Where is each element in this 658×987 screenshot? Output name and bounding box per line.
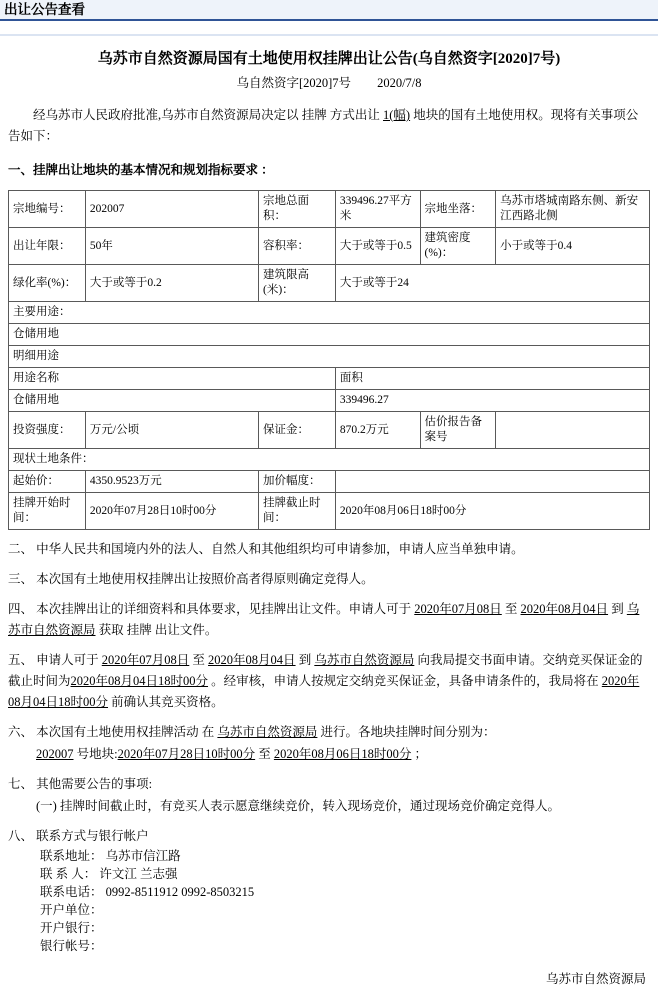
document-body bbox=[0, 47, 658, 987]
contact-account-number: 银行帐号： bbox=[40, 939, 103, 953]
text-run: 向我局提交书面申请。交纳竞买保证金的截止时间为 bbox=[8, 653, 643, 688]
doc-date: 2020/7/8 bbox=[377, 76, 422, 90]
contact-address: 联系地址： 乌苏市信江路 bbox=[40, 849, 181, 863]
table-row bbox=[9, 346, 650, 368]
height-limit-label: 建筑限高(米)： bbox=[258, 265, 335, 302]
parcel-info-table bbox=[8, 190, 650, 530]
investment-intensity-value: 万元/公顷 bbox=[85, 412, 258, 449]
table-row bbox=[9, 324, 650, 346]
parcel-location-value: 乌苏市塔城南路东侧、新安江西路北侧 bbox=[496, 191, 650, 228]
transfer-term-value: 50年 bbox=[85, 228, 258, 265]
text-run: 经乌苏市人民政府批准,乌苏市自然资源局决定以 挂牌 方式出让 bbox=[33, 108, 384, 122]
text-run: 进行。各地块挂牌时间分别为： bbox=[317, 725, 496, 739]
text-run: 至 bbox=[255, 747, 274, 761]
contact-bank: 开户银行： bbox=[40, 921, 103, 935]
current-land-condition-label: 现状土地条件： bbox=[9, 449, 650, 471]
starting-price-label: 起始价： bbox=[9, 471, 86, 493]
investment-intensity-label: 投资强度： bbox=[9, 412, 86, 449]
parcel-table-body bbox=[9, 191, 650, 530]
text-run: 六、 本次国有土地使用权挂牌活动 在 bbox=[8, 725, 218, 739]
section-1-heading: 一、挂牌出让地块的基本情况和规划指标要求 ： bbox=[8, 163, 274, 177]
greening-rate-value: 大于或等于0.2 bbox=[85, 265, 258, 302]
page-header bbox=[0, 0, 658, 21]
page-title: 出让公告查看 bbox=[4, 2, 85, 17]
section-7-item: (一) 挂牌时间截止时，有竞买人表示愿意继续竞价，转入现场竞价，通过现场竞价确定竞得人。 bbox=[36, 799, 560, 813]
section-6 bbox=[8, 722, 650, 743]
underlined-value: 乌苏市自然资源局 bbox=[8, 602, 640, 637]
appraisal-report-value bbox=[496, 412, 650, 449]
bid-increment-label: 加价幅度： bbox=[258, 471, 335, 493]
underlined-value: 2020年08月04日 bbox=[208, 653, 296, 667]
text-run: 号地块: bbox=[73, 747, 118, 761]
underlined-value: 2020年08月04日18时00分 bbox=[70, 674, 209, 688]
underlined-value: 2020年07月28日10时00分 bbox=[117, 747, 256, 761]
header-divider bbox=[0, 34, 658, 36]
text-run: 前确认其竞买资格。 bbox=[108, 695, 224, 709]
table-row bbox=[9, 493, 650, 530]
underlined-value: 1(幅) bbox=[383, 108, 411, 122]
use-name-header: 用途名称 bbox=[9, 368, 336, 390]
parcel-location-label: 宗地坐落： bbox=[420, 191, 496, 228]
bid-increment-value bbox=[335, 471, 649, 493]
underlined-value: 乌苏市自然资源局 bbox=[217, 725, 318, 739]
underlined-value: 乌苏市自然资源局 bbox=[314, 653, 415, 667]
table-row bbox=[9, 228, 650, 265]
main-use-value: 仓储用地 bbox=[9, 324, 650, 346]
listing-end-value: 2020年08月06日18时00分 bbox=[335, 493, 649, 530]
appraisal-report-label: 估价报告备案号 bbox=[420, 412, 496, 449]
height-limit-value: 大于或等于24 bbox=[335, 265, 649, 302]
parcel-area-value: 339496.27平方米 bbox=[335, 191, 420, 228]
table-row bbox=[9, 449, 650, 471]
text-run: 地块的国有土地使用权。现将有关事项公告如下： bbox=[8, 108, 639, 143]
plot-ratio-label: 容积率： bbox=[258, 228, 335, 265]
underlined-value: 2020年08月04日18时00分 bbox=[8, 674, 640, 709]
table-row bbox=[9, 412, 650, 449]
detail-use-label: 明细用途 bbox=[9, 346, 650, 368]
intro-paragraph bbox=[8, 105, 650, 147]
use-name-value: 仓储用地 bbox=[9, 390, 336, 412]
text-run: ； bbox=[411, 747, 428, 761]
section-4 bbox=[8, 599, 650, 641]
table-row bbox=[9, 390, 650, 412]
starting-price-value: 4350.9523万元 bbox=[85, 471, 258, 493]
underlined-value: 2020年07月08日 bbox=[414, 602, 502, 616]
text-run: 到 bbox=[608, 602, 627, 616]
doc-number: 乌自然资字[2020]7号 bbox=[236, 76, 352, 90]
text-run: 五、 申请人可于 bbox=[8, 653, 102, 667]
section-7: 七、 其他需要公告的事项: bbox=[8, 777, 153, 791]
section-5 bbox=[8, 650, 650, 713]
table-row bbox=[9, 471, 650, 493]
listing-start-label: 挂牌开始时间： bbox=[9, 493, 86, 530]
underlined-value: 202007 bbox=[36, 747, 74, 761]
text-run: 。经审核，申请人按规定交纳竞买保证金，具备申请条件的，我局将在 bbox=[208, 674, 602, 688]
listing-end-label: 挂牌截止时间： bbox=[258, 493, 335, 530]
contact-block bbox=[8, 848, 650, 955]
section-2: 二、 中华人民共和国境内外的法人、自然人和其他组织均可申请参加，申请人应当单独申请。 bbox=[8, 542, 524, 556]
greening-rate-label: 绿化率(%)： bbox=[9, 265, 86, 302]
table-row bbox=[9, 368, 650, 390]
underlined-value: 2020年07月08日 bbox=[101, 653, 190, 667]
table-row bbox=[9, 302, 650, 324]
building-density-label: 建筑密度(%)： bbox=[420, 228, 496, 265]
text-run: 到 bbox=[295, 653, 315, 667]
contact-phone: 联系电话： 0992-8511912 0992-8503215 bbox=[40, 885, 255, 899]
plot-ratio-value: 大于或等于0.5 bbox=[335, 228, 420, 265]
doc-subtitle bbox=[8, 73, 650, 91]
contact-person: 联 系 人： 许文江 兰志强 bbox=[40, 867, 178, 881]
contact-account-unit: 开户单位： bbox=[40, 903, 103, 917]
section-8: 八、 联系方式与银行帐户 bbox=[8, 829, 149, 843]
underlined-value: 2020年08月04日 bbox=[520, 602, 609, 616]
table-row bbox=[9, 191, 650, 228]
building-density-value: 小于或等于0.4 bbox=[496, 228, 650, 265]
issuer-signature: 乌苏市自然资源局 bbox=[545, 972, 646, 986]
use-area-header: 面积 bbox=[335, 368, 649, 390]
table-row bbox=[9, 265, 650, 302]
text-run: 获取 挂牌 出让文件。 bbox=[95, 623, 218, 637]
parcel-number-value: 202007 bbox=[85, 191, 258, 228]
deposit-label: 保证金： bbox=[258, 412, 335, 449]
text-run: 至 bbox=[189, 653, 209, 667]
underlined-value: 2020年08月06日18时00分 bbox=[273, 747, 412, 761]
text-run: 至 bbox=[501, 602, 521, 616]
listing-start-value: 2020年07月28日10时00分 bbox=[85, 493, 258, 530]
doc-title: 乌苏市自然资源局国有土地使用权挂牌出让公告(乌自然资字[2020]7号) bbox=[97, 51, 561, 67]
parcel-number-label: 宗地编号： bbox=[9, 191, 86, 228]
section-6-schedule bbox=[36, 744, 650, 765]
section-3: 三、 本次国有土地使用权挂牌出让按照价高者得原则确定竞得人。 bbox=[8, 572, 374, 586]
main-use-label: 主要用途： bbox=[9, 302, 650, 324]
deposit-value: 870.2万元 bbox=[335, 412, 420, 449]
parcel-area-label: 宗地总面积： bbox=[258, 191, 335, 228]
text-run: 四、 本次挂牌出让的详细资料和具体要求，见挂牌出让文件。申请人可于 bbox=[8, 602, 415, 616]
use-area-value: 339496.27 bbox=[335, 390, 649, 412]
transfer-term-label: 出让年限： bbox=[9, 228, 86, 265]
